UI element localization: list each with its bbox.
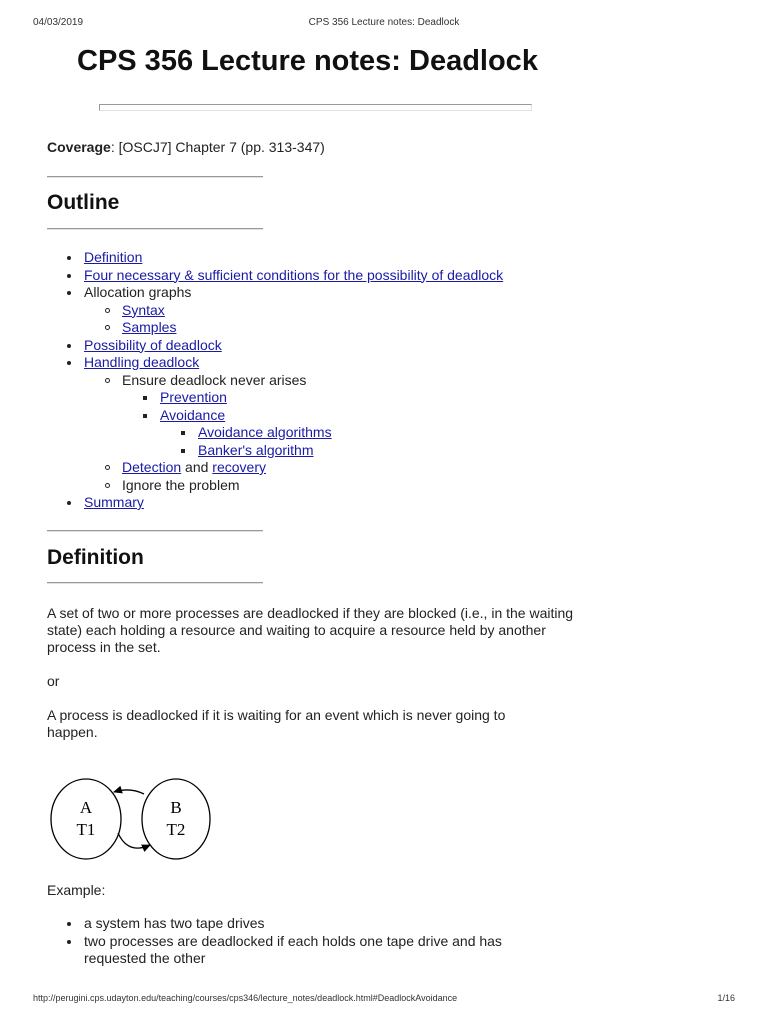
example-item: a system has two tape drives (65, 915, 545, 933)
node-b (142, 779, 210, 859)
outline-item (179, 442, 503, 460)
outline-link-avoidance[interactable]: Avoidance (160, 406, 226, 423)
coverage-text: : [OSCJ7] Chapter 7 (pp. 313-347) (110, 139, 325, 155)
edge-b-to-a (114, 790, 144, 794)
outline-list (65, 249, 503, 512)
section-divider (47, 530, 263, 532)
outline-text-allocation-graphs: Allocation graphs (84, 284, 192, 300)
outline-item (65, 337, 503, 355)
outline-item (65, 354, 503, 494)
definition-heading: Definition (47, 546, 144, 569)
node-a-label: A (79, 798, 93, 817)
outline-item (103, 319, 503, 337)
outline-item (65, 249, 503, 267)
or-text: or (47, 673, 60, 689)
node-b-label: B (170, 798, 182, 817)
outline-link-syntax[interactable]: Syntax (122, 301, 165, 318)
section-divider (47, 176, 263, 178)
section-divider (47, 228, 263, 230)
outline-link-bankers-algorithm[interactable]: Banker's algorithm (198, 441, 314, 458)
outline-link-definition[interactable]: Definition (84, 249, 143, 265)
definition-paragraph: A set of two or more processes are deadlocked if they are blocked (i.e., in the waiting state) each holding a resource and waiting to acquire a resource held by another process in the set. (47, 605, 574, 655)
print-date: 04/03/2019 (33, 17, 84, 28)
outline-item (103, 459, 503, 477)
deadlock-diagram (48, 775, 218, 865)
page-title: CPS 356 Lecture notes: Deadlock (77, 45, 538, 77)
example-label: Example: (47, 882, 106, 898)
outline-text-ignore: Ignore the problem (122, 476, 240, 493)
outline-link-samples[interactable]: Samples (122, 319, 177, 335)
outline-item (179, 424, 503, 442)
outline-item (103, 372, 503, 460)
section-divider (47, 582, 263, 584)
example-item: two processes are deadlocked if each holds one tape drive and has requested the other (65, 933, 545, 968)
outline-link-possibility[interactable]: Possibility of deadlock (84, 336, 222, 353)
outline-item (141, 407, 503, 460)
outline-link-prevention[interactable]: Prevention (160, 389, 227, 405)
outline-item (65, 267, 503, 285)
coverage-label: Coverage (47, 139, 111, 155)
footer-page-number: 1/16 (717, 993, 735, 1003)
coverage-line (47, 139, 325, 156)
outline-item (141, 389, 503, 407)
example-list (65, 915, 545, 968)
node-a (51, 779, 121, 859)
outline-item (65, 494, 503, 512)
outline-item (65, 284, 503, 337)
outline-joiner: and (181, 459, 213, 475)
outline-item (103, 302, 503, 320)
outline-link-recovery[interactable]: recovery (212, 459, 266, 475)
title-divider (99, 104, 532, 111)
outline-text-ensure: Ensure deadlock never arises (122, 371, 307, 388)
definition-paragraph-alt: A process is deadlocked if it is waiting for an event which is never going to happen. (47, 707, 506, 740)
outline-link-detection[interactable]: Detection (122, 459, 182, 475)
outline-link-conditions[interactable]: Four necessary & sufficient conditions for the possibility of deadlock (84, 266, 504, 283)
outline-link-handling[interactable]: Handling deadlock (84, 354, 200, 370)
footer-url: http://perugini.cps.udayton.edu/teaching/courses/cps346/lecture_notes/deadlock.html#DeadlockAvoidance (33, 993, 458, 1003)
outline-link-summary[interactable]: Summary (84, 494, 144, 510)
node-a-sublabel: T1 (76, 820, 96, 839)
outline-heading: Outline (47, 191, 120, 214)
outline-item (103, 477, 503, 495)
outline-link-avoidance-algorithms[interactable]: Avoidance algorithms (198, 424, 332, 440)
node-b-sublabel: T2 (166, 820, 186, 839)
print-header-title: CPS 356 Lecture notes: Deadlock (308, 17, 460, 28)
